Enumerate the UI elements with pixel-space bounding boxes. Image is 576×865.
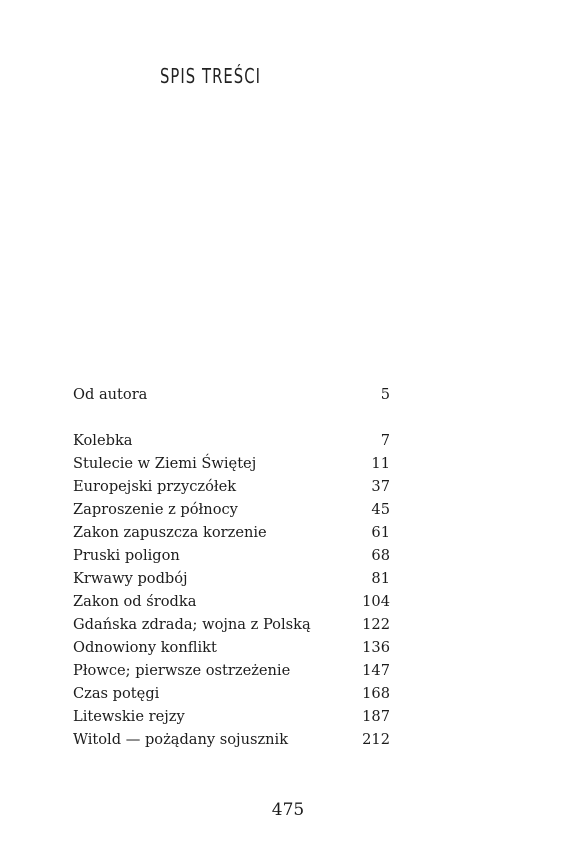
toc-entry-page: 68: [371, 547, 390, 564]
toc-entry-page: 104: [362, 593, 390, 610]
toc-entry-page: 11: [371, 455, 390, 472]
toc-entry-page: 81: [371, 570, 390, 587]
toc-entry: [73, 613, 390, 636]
toc-entry-title: Odnowiony konflikt: [73, 639, 217, 656]
table-of-contents: [73, 383, 390, 751]
toc-entry-title: Kolebka: [73, 432, 133, 449]
toc-entry-page: 61: [371, 524, 390, 541]
toc-entry-title: Pruski poligon: [73, 547, 180, 564]
toc-entry-page: 5: [380, 386, 390, 403]
toc-entry-page: 212: [362, 731, 390, 748]
toc-entry-title: Krwawy podbój: [73, 570, 188, 587]
toc-entry-title: Stulecie w Ziemi Świętej: [73, 455, 257, 472]
toc-entry: [73, 659, 390, 682]
toc-entry-title: Czas potęgi: [73, 685, 160, 702]
toc-entry-title: Zaproszenie z północy: [73, 501, 238, 518]
toc-entry: [73, 567, 390, 590]
toc-entry-page: 187: [362, 708, 390, 725]
toc-heading: SPIS TREŚCI: [160, 64, 262, 88]
toc-entry: [73, 705, 390, 728]
toc-entry-title: Litewskie rejzy: [73, 708, 185, 725]
toc-entry-page: 122: [362, 616, 390, 633]
toc-entry: [73, 452, 390, 475]
toc-entry-title: Zakon od środka: [73, 593, 197, 610]
toc-entry-page: 136: [362, 639, 390, 656]
toc-entry-title: Witold — pożądany sojusznik: [73, 731, 289, 748]
toc-entry: [73, 429, 390, 452]
toc-entry: [73, 383, 390, 406]
toc-entry: [73, 636, 390, 659]
toc-entry-page: 147: [362, 662, 390, 679]
toc-entry: [73, 590, 390, 613]
toc-entry: [73, 521, 390, 544]
toc-entry-page: 7: [380, 432, 390, 449]
toc-entry-page: 45: [371, 501, 390, 518]
page-number: 475: [271, 800, 305, 820]
toc-entry: [73, 728, 390, 751]
toc-entry-page: 168: [362, 685, 390, 702]
toc-entry-title: Gdańska zdrada; wojna z Polską: [73, 616, 311, 633]
toc-entry-page: 37: [371, 478, 390, 495]
toc-entry-title: Płowce; pierwsze ostrzeżenie: [73, 662, 291, 679]
toc-entry-title: Zakon zapuszcza korzenie: [73, 524, 267, 541]
toc-entry-title: Od autora: [73, 386, 148, 403]
toc-entry: [73, 682, 390, 705]
toc-entry: [73, 475, 390, 498]
toc-entry-title: Europejski przyczółek: [73, 478, 237, 495]
toc-entry: [73, 498, 390, 521]
toc-entry: [73, 544, 390, 567]
